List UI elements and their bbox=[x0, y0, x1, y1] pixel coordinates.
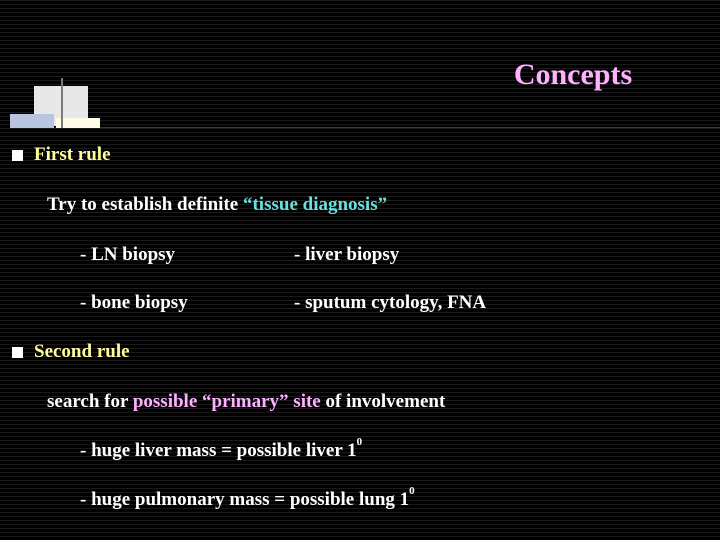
rule2-liver-mass: - huge liver mass = possible liver $1^0$ bbox=[80, 436, 363, 461]
deco-block-blue bbox=[10, 114, 54, 128]
rule2-heading: Second rule bbox=[12, 341, 130, 363]
rule1-item-liver-biopsy: - liver biopsy bbox=[294, 244, 400, 265]
square-bullet-icon bbox=[12, 150, 23, 161]
header-divider bbox=[55, 127, 720, 128]
rule1-heading: First rule bbox=[12, 144, 111, 166]
slide-title: Concepts bbox=[513, 58, 633, 91]
rule1-intro: Try to establish definite “tissue diagnosis” bbox=[47, 194, 388, 215]
rule2-pulmonary-mass: - huge pulmonary mass = possible lung $1^0$ bbox=[80, 485, 415, 510]
rule1-item-bone-biopsy: - bone biopsy bbox=[80, 292, 188, 313]
square-bullet-icon bbox=[12, 347, 23, 358]
rule1-item-ln-biopsy: - LN biopsy bbox=[80, 244, 176, 265]
rule2-intro: search for possible “primary” site of involvement bbox=[47, 391, 446, 412]
rule1-item-sputum-cytology: - sputum cytology, FNA bbox=[294, 292, 487, 313]
